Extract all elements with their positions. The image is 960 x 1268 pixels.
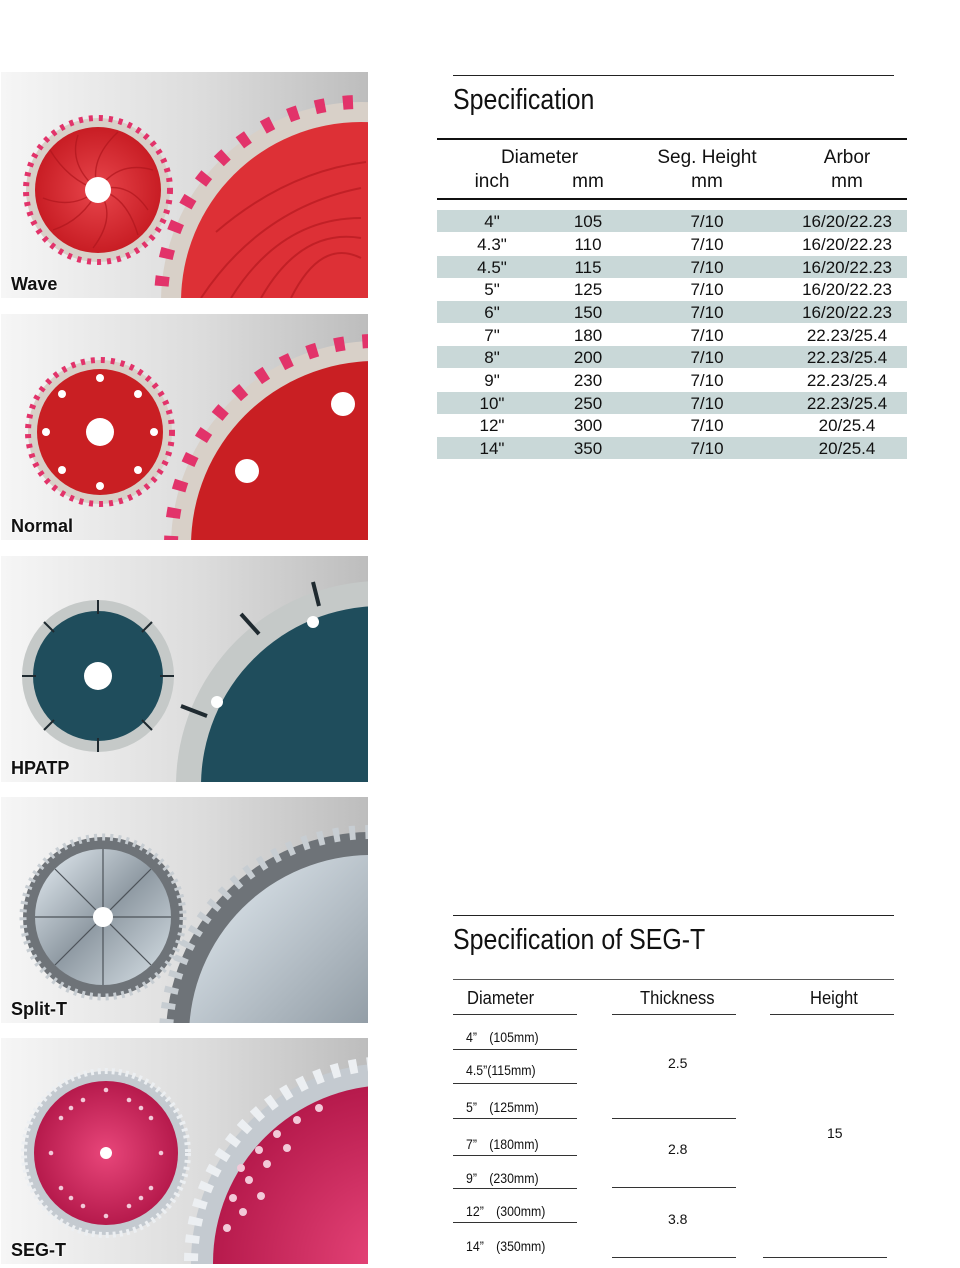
cell-mm: 150 <box>573 303 603 322</box>
cell-inch: 5" <box>484 280 500 299</box>
cell-seg-height: 7/10 <box>690 348 724 367</box>
spec2-underline-thickness <box>612 1014 736 1015</box>
spec2-thickness-cell: 2.8 <box>668 1141 688 1157</box>
spec2-thickness-cell: 2.5 <box>668 1055 688 1071</box>
spec2-diameter-cell: 12” (300mm) <box>466 1203 546 1219</box>
product-panel-wave <box>1 72 368 298</box>
cell-inch: 7" <box>484 326 500 345</box>
cell-inch: 4" <box>484 212 500 231</box>
product-panel-split-t <box>1 797 368 1023</box>
spec2-header-thickness: Thickness <box>640 988 715 1008</box>
cell-seg-height: 7/10 <box>690 416 724 435</box>
panel-label: SEG-T <box>11 1240 67 1260</box>
cell-arbor: 22.23/25.4 <box>806 326 888 345</box>
cell-mm: 200 <box>573 348 603 367</box>
panel-label: Normal <box>11 516 74 536</box>
spec2-thickness-divider <box>612 1118 736 1119</box>
spec2-thickness-divider <box>612 1187 736 1188</box>
panel-label: HPATP <box>11 758 70 778</box>
table-row <box>437 278 907 300</box>
cell-arbor: 16/20/22.23 <box>802 303 892 322</box>
header-inch: inch <box>474 171 510 192</box>
spec2-title: Specification of SEG-T <box>453 924 706 956</box>
header-seg-height: Seg. Height <box>657 147 757 168</box>
cell-seg-height: 7/10 <box>690 258 724 277</box>
spec-table-header <box>437 138 907 200</box>
spec2-row-divider <box>453 1155 577 1156</box>
cell-arbor: 20/25.4 <box>818 416 876 435</box>
cell-seg-height: 7/10 <box>690 235 724 254</box>
cell-mm: 110 <box>574 235 602 254</box>
cell-mm: 250 <box>573 394 603 413</box>
cell-inch: 6" <box>484 303 500 322</box>
header-diameter: Diameter <box>500 147 579 168</box>
product-panel-normal <box>1 314 368 540</box>
normal-blade-image <box>1 314 368 540</box>
spec2-diameter-cell: 5” (125mm) <box>466 1099 539 1115</box>
split-t-blade-image <box>1 797 368 1023</box>
spec2-height-divider <box>763 1257 887 1258</box>
cell-seg-height: 7/10 <box>690 326 724 345</box>
table-row <box>437 301 907 323</box>
spec2-header-height: Height <box>810 988 858 1008</box>
panel-label: Split-T <box>11 999 67 1019</box>
table-row <box>437 324 907 346</box>
table-row <box>437 233 907 255</box>
spec-title-rule <box>453 75 894 76</box>
cell-seg-height: 7/10 <box>690 280 724 299</box>
spec2-row-divider <box>453 1118 577 1119</box>
table-row <box>437 369 907 391</box>
cell-mm: 115 <box>574 258 602 277</box>
cell-inch: 10" <box>479 394 505 413</box>
cell-arbor: 16/20/22.23 <box>802 212 892 231</box>
spec2-header-rule <box>453 979 894 980</box>
spec2-diameter-cell: 4.5”(115mm) <box>466 1062 536 1078</box>
cell-mm: 105 <box>573 212 603 231</box>
table-row <box>437 437 907 459</box>
panel-label: Wave <box>11 274 58 294</box>
cell-mm: 230 <box>573 371 603 390</box>
cell-arbor: 16/20/22.23 <box>802 258 892 277</box>
spec2-header-diameter: Diameter <box>467 988 535 1008</box>
spec2-height-cell: 15 <box>827 1125 843 1141</box>
cell-seg-height: 7/10 <box>690 371 724 390</box>
table-row <box>437 346 907 368</box>
spec2-diameter-cell: 14” (350mm) <box>466 1238 546 1254</box>
header-seg-unit: mm <box>691 171 723 192</box>
spec2-underline-height <box>770 1014 894 1015</box>
cell-mm: 350 <box>573 439 603 458</box>
seg-t-blade-image <box>1 1038 368 1264</box>
cell-inch: 8" <box>484 348 500 367</box>
spec2-row-divider <box>453 1188 577 1189</box>
cell-inch: 12" <box>479 416 505 435</box>
spec2-row-divider <box>453 1083 577 1084</box>
product-panel-seg-t <box>1 1038 368 1264</box>
spec2-diameter-cell: 4” (105mm) <box>466 1029 539 1045</box>
cell-arbor: 16/20/22.23 <box>802 235 892 254</box>
spec2-underline-diameter <box>453 1014 577 1015</box>
cell-arbor: 22.23/25.4 <box>806 348 888 367</box>
cell-arbor: 22.23/25.4 <box>806 371 888 390</box>
table-row <box>437 256 907 278</box>
cell-arbor: 22.23/25.4 <box>806 394 888 413</box>
cell-arbor: 16/20/22.23 <box>802 280 892 299</box>
spec2-thickness-divider <box>612 1257 736 1258</box>
spec2-title-rule <box>453 915 894 916</box>
cell-seg-height: 7/10 <box>690 394 724 413</box>
cell-inch: 4.5" <box>477 258 507 277</box>
cell-seg-height: 7/10 <box>690 439 724 458</box>
cell-arbor: 20/25.4 <box>818 439 876 458</box>
spec2-diameter-cell: 9” (230mm) <box>466 1170 539 1186</box>
cell-inch: 4.3" <box>477 235 507 254</box>
cell-mm: 125 <box>573 280 603 299</box>
spec2-row-divider <box>453 1049 577 1050</box>
header-arbor-unit: mm <box>831 171 863 192</box>
spec-title: Specification <box>453 84 595 116</box>
header-arbor: Arbor <box>823 147 871 168</box>
table-row <box>437 210 907 232</box>
hpatp-blade-image <box>1 556 368 782</box>
cell-inch: 9" <box>484 371 500 390</box>
cell-seg-height: 7/10 <box>690 303 724 322</box>
spec2-diameter-cell: 7” (180mm) <box>466 1136 539 1152</box>
cell-mm: 180 <box>573 326 603 345</box>
cell-inch: 14" <box>479 439 505 458</box>
table-row <box>437 414 907 436</box>
wave-blade-image <box>1 72 368 298</box>
table-row <box>437 392 907 414</box>
cell-mm: 300 <box>573 416 603 435</box>
product-panel-hpatp <box>1 556 368 782</box>
spec2-thickness-cell: 3.8 <box>668 1211 688 1227</box>
cell-seg-height: 7/10 <box>690 212 724 231</box>
spec2-row-divider <box>453 1222 577 1223</box>
header-mm: mm <box>572 171 604 192</box>
